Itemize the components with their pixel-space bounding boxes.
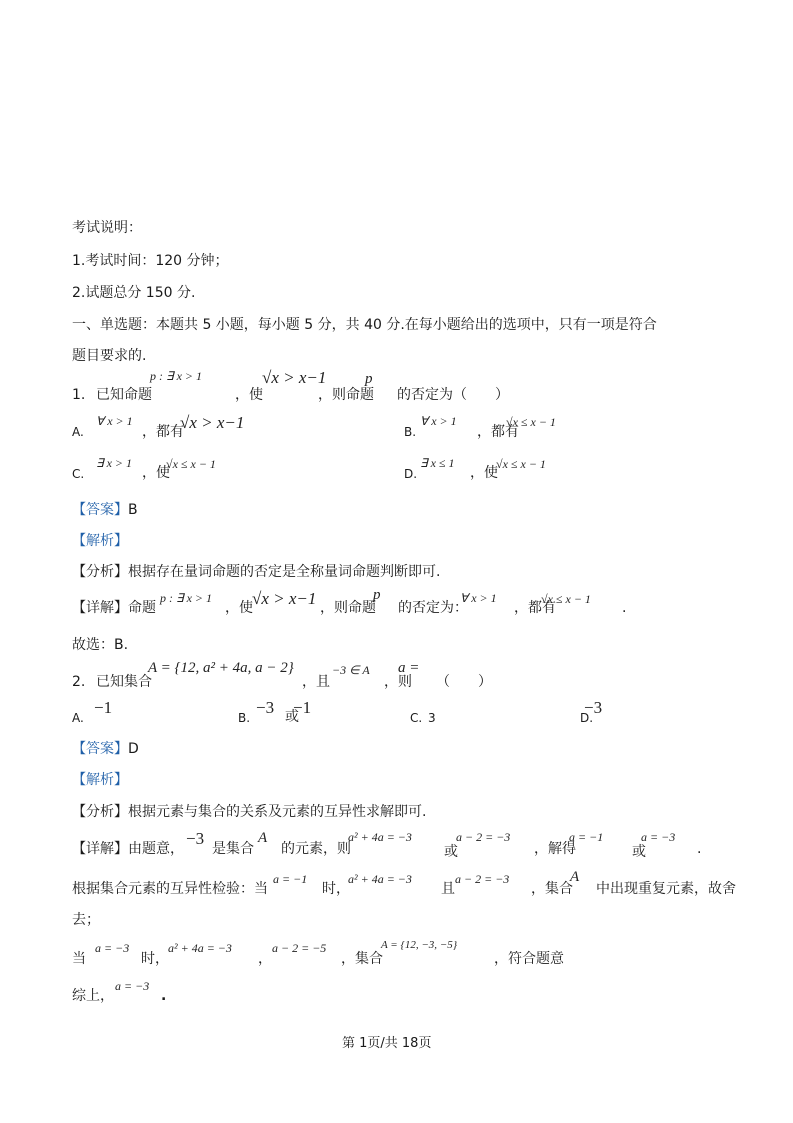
q1-detail-d: 的否定为：: [398, 600, 468, 616]
q1-detail-e: ，都有: [514, 600, 556, 616]
option-value: 3: [428, 711, 436, 725]
option-expr: √x ≤ x − 1: [166, 457, 216, 471]
option-quant: ∃ x ≤ 1: [420, 456, 455, 470]
q2-detail-tag: 【详解】: [72, 841, 128, 857]
q2-d1-a: 由题意，: [128, 841, 184, 857]
q2-answer: [72, 742, 139, 756]
q2-d3-c: ，: [258, 951, 272, 967]
q1-detail-b: ，使: [225, 600, 253, 616]
option-expr: √x ≤ x − 1: [506, 415, 556, 429]
q2-text-c: ，则: [384, 674, 412, 690]
option-value-2: −1: [293, 698, 312, 717]
fenxi-tag: 【分析】: [72, 564, 128, 580]
option-mid: ，使: [142, 465, 170, 481]
option-label: D.: [580, 711, 594, 725]
q1-number: 1.: [72, 387, 86, 403]
fenxi-text: 根据存在量词命题的否定是全称量词命题判断即可.: [128, 564, 441, 580]
section-heading: 一、单选题：本题共 5 小题，每小题 5 分，共 40 分.在每小题给出的选项中，只有一项是符合: [72, 317, 657, 333]
answer-value: B: [128, 502, 138, 518]
fenxi-tag: 【分析】: [72, 804, 128, 820]
option-value: −3: [256, 698, 275, 717]
q2-d4-end: .: [161, 988, 167, 1004]
option-label: D.: [404, 467, 418, 481]
q2-d3-e3: a − 2 = −5: [272, 941, 327, 955]
option-label: A.: [72, 711, 84, 725]
q2-d3-e2: a² + 4a = −3: [168, 941, 232, 955]
q2-d1-b: 是集合: [212, 841, 254, 857]
option-or: 或: [285, 709, 299, 725]
q1-detail-c: ，则命题: [320, 600, 376, 616]
q1-detail-end: .: [622, 600, 627, 616]
q1-text-d: 的否定为（ ）: [397, 387, 509, 403]
q2-d2-e3: a − 2 = −3: [455, 872, 510, 886]
q2-d1-e2: a − 2 = −3: [456, 830, 511, 844]
page-footer: 第 1页/共 18页: [342, 1036, 432, 1051]
section-heading-cont: 题目要求的.: [72, 348, 147, 364]
q2-set: A = {12, a² + 4a, a − 2}: [148, 660, 294, 676]
q2-number: 2.: [72, 674, 86, 690]
q2-fenxi: [72, 805, 426, 819]
q1-detail-expr: √x ≤ x − 1: [541, 592, 591, 606]
q2-d3-e: ，符合题意: [494, 951, 564, 967]
q2-d2-e2: a² + 4a = −3: [348, 872, 412, 886]
q1-p-def: p : ∃ x > 1: [150, 369, 203, 383]
q2-d3-d: ，集合: [341, 951, 383, 967]
q1-choice: 故选：B.: [72, 637, 129, 653]
exam-notes-heading: 考试说明：: [72, 220, 142, 236]
q2-d2-f: 去；: [72, 912, 100, 928]
q2-d2-c: 且: [441, 881, 455, 897]
option-mid: ，使: [470, 465, 498, 481]
option-label: C.: [410, 711, 423, 725]
option-quant: ∃ x > 1: [96, 456, 133, 470]
exam-notes-time: 1.考试时间：120 分钟；: [72, 253, 229, 269]
q1-cond: √x > x−1: [262, 368, 327, 387]
option-mid: ，都有: [477, 424, 519, 440]
q2-cond: −3 ∈ A: [332, 663, 370, 677]
q2-d1-or2: 或: [632, 844, 646, 860]
option-expr: √x ≤ x − 1: [496, 457, 546, 471]
q2-d3-b: 时，: [141, 951, 169, 967]
option-quant: ∀ x > 1: [420, 414, 457, 428]
option-quant: ∀ x > 1: [96, 414, 133, 428]
q1-answer: [72, 503, 138, 517]
q2-d3-e1: a = −3: [95, 941, 130, 955]
q1-detail-a: 命题: [128, 600, 156, 616]
q2-d1-A: A: [258, 830, 268, 846]
answer-tag: 【答案】: [72, 502, 128, 518]
q2-d2-d: ，集合: [531, 881, 573, 897]
q2-analysis-tag: 【解析】: [72, 772, 128, 788]
q2-paren: （ ）: [436, 674, 492, 690]
q2-text-a: 已知集合: [96, 674, 152, 690]
q1-detail-quant: ∀ x > 1: [460, 591, 497, 605]
q2-d2-A: A: [570, 869, 580, 885]
q2-d2-e: 中出现重复元素，故舍: [596, 881, 736, 897]
q1-text-c: ，则命题: [318, 387, 374, 403]
option-mid: ，都有: [142, 424, 184, 440]
q2-d1-end: .: [697, 841, 702, 857]
q2-d1-e4: a = −3: [641, 830, 676, 844]
q2-d2-b: 时，: [322, 881, 350, 897]
q2-ask: a =: [398, 660, 420, 676]
option-label: B.: [404, 425, 417, 439]
q1-fenxi: [72, 565, 440, 579]
q2-d3-a: 当: [72, 951, 86, 967]
option-label: B.: [238, 711, 251, 725]
exam-notes-score: 2.试题总分 150 分.: [72, 285, 196, 301]
q1-p: p: [365, 371, 373, 387]
q2-d4-e: a = −3: [115, 979, 150, 993]
q1-detail-p-def: p : ∃ x > 1: [160, 591, 213, 605]
q1-detail-p: p: [373, 587, 381, 603]
q2-d2-e1: a = −1: [273, 872, 308, 886]
option-expr: √x > x−1: [180, 413, 245, 432]
q2-d1-d: ，解得: [534, 841, 576, 857]
q2-d2-a: 根据集合元素的互异性检验：当: [72, 881, 268, 897]
q2-d1-e1: a² + 4a = −3: [348, 830, 412, 844]
option-label: A.: [72, 425, 84, 439]
fenxi-text: 根据元素与集合的关系及元素的互异性求解即可.: [128, 804, 427, 820]
q2-d1-c: 的元素，则: [281, 841, 351, 857]
q2-text-b: ，且: [302, 674, 330, 690]
option-value: −1: [94, 698, 113, 717]
answer-value: D: [128, 741, 139, 757]
q1-detail-tag: 【详解】: [72, 600, 128, 616]
q2-d3-e4: A = {12, −3, −5}: [381, 939, 458, 951]
q1-text-b: ，使: [235, 387, 263, 403]
option-label: C.: [72, 467, 85, 481]
option-value: −3: [584, 698, 603, 717]
q2-d1-e3: a = −1: [569, 830, 604, 844]
q1-detail-cond: √x > x−1: [252, 589, 317, 608]
q1-analysis-tag: 【解析】: [72, 533, 128, 549]
q2-d1-or: 或: [444, 844, 458, 860]
q2-d1-v: −3: [186, 829, 205, 848]
q1-text-a: 已知命题: [96, 387, 152, 403]
q2-d4-a: 综上，: [72, 988, 114, 1004]
answer-tag: 【答案】: [72, 741, 128, 757]
